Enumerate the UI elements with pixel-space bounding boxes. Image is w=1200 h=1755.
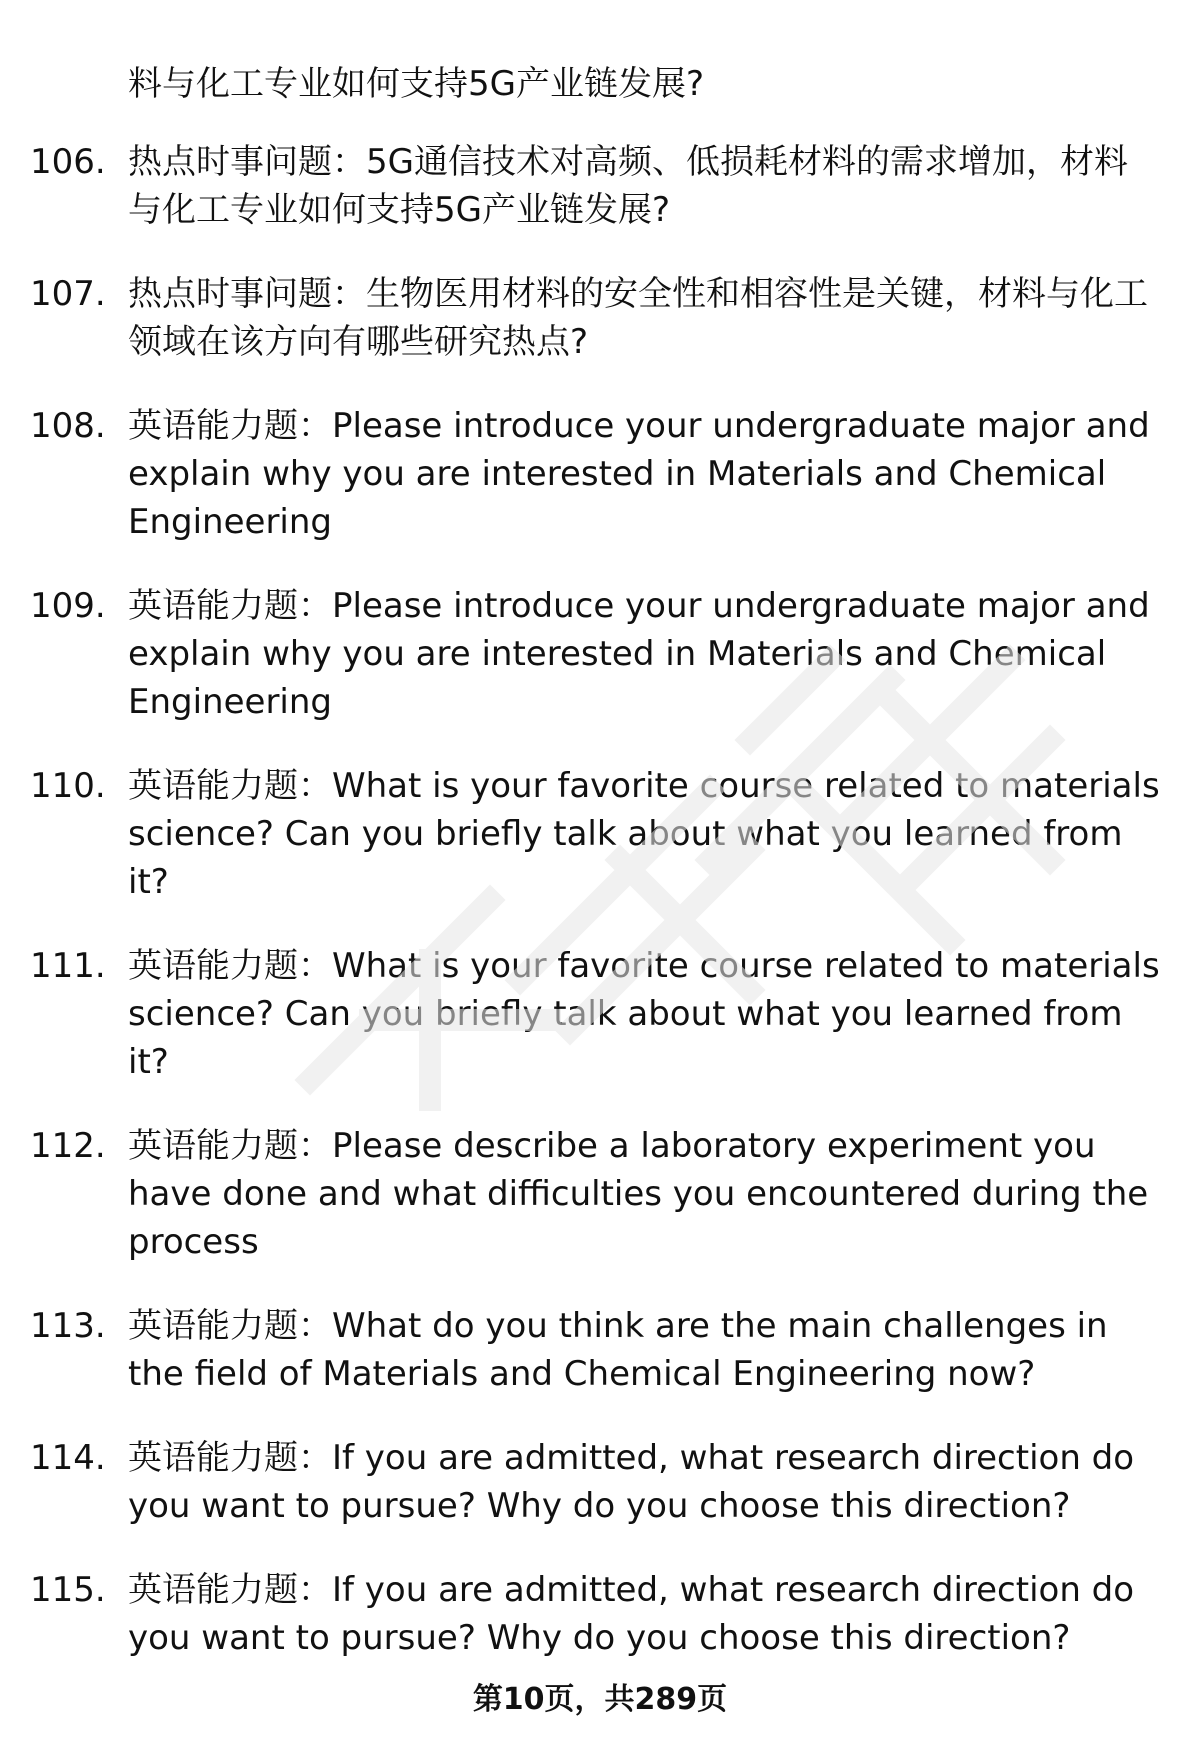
question-number: 109. xyxy=(30,586,106,626)
question-item-114 xyxy=(0,1434,1200,1530)
page-footer: 第10页，共289页 xyxy=(472,1682,728,1717)
question-number: 115. xyxy=(30,1570,106,1610)
question-number: 107. xyxy=(30,274,106,314)
question-number: 106. xyxy=(30,142,106,182)
question-text: 英语能力题：Please introduce your undergraduate major and explain why you are interested in Materials and Chemical Engineering xyxy=(128,586,1150,722)
continued-question-text: 料与化工专业如何支持5G产业链发展? xyxy=(128,64,705,104)
question-number: 108. xyxy=(30,406,106,446)
question-item-107 xyxy=(0,270,1200,366)
question-item-110 xyxy=(0,762,1200,906)
question-number: 111. xyxy=(30,946,106,986)
question-item-109 xyxy=(0,582,1200,726)
question-item-113 xyxy=(0,1302,1200,1398)
question-number: 110. xyxy=(30,766,106,806)
question-number: 114. xyxy=(30,1438,106,1478)
question-text: 英语能力题：What is your favorite course related to materials science? Can you briefly talk about what you learned from it? xyxy=(128,766,1160,902)
question-item-106 xyxy=(0,138,1200,234)
question-item-108 xyxy=(0,402,1200,546)
question-text: 英语能力题：Please describe a laboratory experiment you have done and what difficulties you encountered during the process xyxy=(128,1126,1149,1262)
question-text: 热点时事问题：生物医用材料的安全性和相容性是关键，材料与化工领域在该方向有哪些研究热点? xyxy=(128,274,1148,362)
question-text: 英语能力题：What is your favorite course related to materials science? Can you briefly talk about what you learned from it? xyxy=(128,946,1160,1082)
question-number: 113. xyxy=(30,1306,106,1346)
question-text: 英语能力题：What do you think are the main challenges in the field of Materials and Chemical Engineering now? xyxy=(128,1306,1108,1394)
question-item-111 xyxy=(0,942,1200,1086)
question-text: 英语能力题：If you are admitted, what research direction do you want to pursue? Why do you choose this direction? xyxy=(128,1570,1135,1658)
question-list xyxy=(0,138,1200,1698)
question-number: 112. xyxy=(30,1126,106,1166)
question-text: 英语能力题：Please introduce your undergraduate major and explain why you are interested in Materials and Chemical Engineering xyxy=(128,406,1150,542)
question-text: 英语能力题：If you are admitted, what research direction do you want to pursue? Why do you choose this direction? xyxy=(128,1438,1135,1526)
question-item-115 xyxy=(0,1566,1200,1662)
question-item-112 xyxy=(0,1122,1200,1266)
question-text: 热点时事问题：5G通信技术对高频、低损耗材料的需求增加，材料与化工专业如何支持5G产业链发展? xyxy=(128,142,1128,230)
